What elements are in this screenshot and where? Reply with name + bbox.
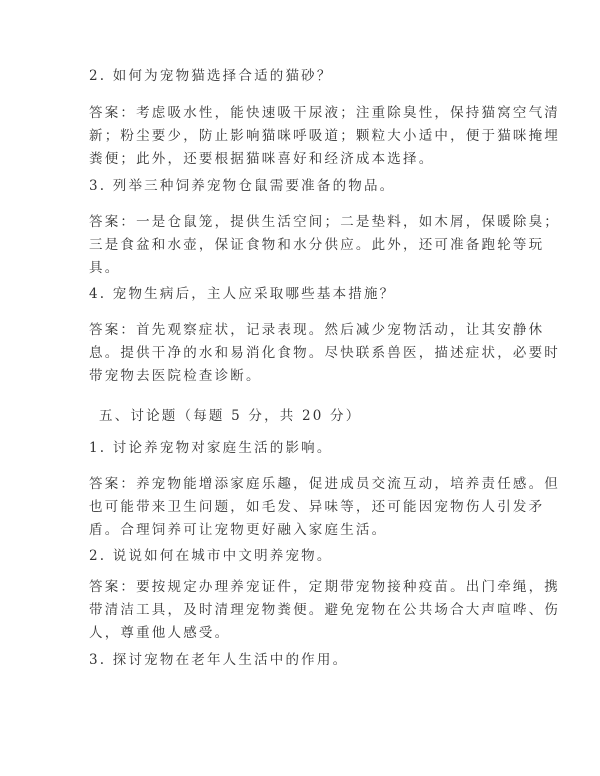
discussion-answer-1-line-1: 答案：养宠物能增添家庭乐趣，促进成员交流互动，培养责任感。但 — [89, 476, 560, 492]
answer-2-line-2: 新；粉尘要少，防止影响猫咪呼吸道；颗粒大小适中，便于猫咪掩埋 — [89, 128, 560, 144]
question-2-title: 2. 如何为宠物猫选择合适的猫砂？ — [89, 68, 333, 84]
discussion-question-1-title: 1. 讨论养宠物对家庭生活的影响。 — [89, 440, 333, 456]
answer-3-line-1: 答案：一是仓鼠笼，提供生活空间；二是垫料，如木屑，保暖除臭； — [89, 214, 560, 230]
discussion-question-2-title: 2. 说说如何在城市中文明养宠物。 — [89, 548, 333, 564]
answer-2-line-1: 答案：考虑吸水性，能快速吸干尿液；注重除臭性，保持猫窝空气清 — [89, 105, 560, 121]
answer-4-line-3: 带宠物去医院检查诊断。 — [89, 368, 262, 384]
discussion-answer-2-line-3: 人，尊重他人感受。 — [89, 625, 231, 641]
answer-3-line-2: 三是食盆和水壶，保证食物和水分供应。此外，还可准备跑轮等玩 — [89, 237, 545, 253]
section-heading-discussion: 五、讨论题（每题 5 分，共 20 分） — [99, 408, 362, 424]
discussion-answer-2-line-1: 答案：要按规定办理养宠证件，定期带宠物接种疫苗。出门牵绳，携 — [89, 579, 560, 595]
question-4-title: 4. 宠物生病后，主人应采取哪些基本措施？ — [89, 286, 396, 302]
answer-4-line-1: 答案：首先观察症状，记录表现。然后减少宠物活动，让其安静休 — [89, 322, 545, 338]
discussion-answer-2-line-2: 带清洁工具，及时清理宠物粪便。避免宠物在公共场合大声喧哗、伤 — [89, 602, 560, 618]
answer-3-line-3: 具。 — [89, 260, 121, 276]
question-3-title: 3. 列举三种饲养宠物仓鼠需要准备的物品。 — [89, 178, 396, 194]
discussion-answer-1-line-2: 也可能带来卫生问题，如毛发、异味等，还可能因宠物伤人引发矛 — [89, 499, 545, 515]
answer-2-line-3: 粪便；此外，还要根据猫咪喜好和经济成本选择。 — [89, 151, 435, 167]
discussion-answer-1-line-3: 盾。合理饲养可让宠物更好融入家庭生活。 — [89, 522, 388, 538]
answer-4-line-2: 息。提供干净的水和易消化食物。尽快联系兽医，描述症状，必要时 — [89, 345, 560, 361]
discussion-question-3-title: 3. 探讨宠物在老年人生活中的作用。 — [89, 652, 349, 668]
